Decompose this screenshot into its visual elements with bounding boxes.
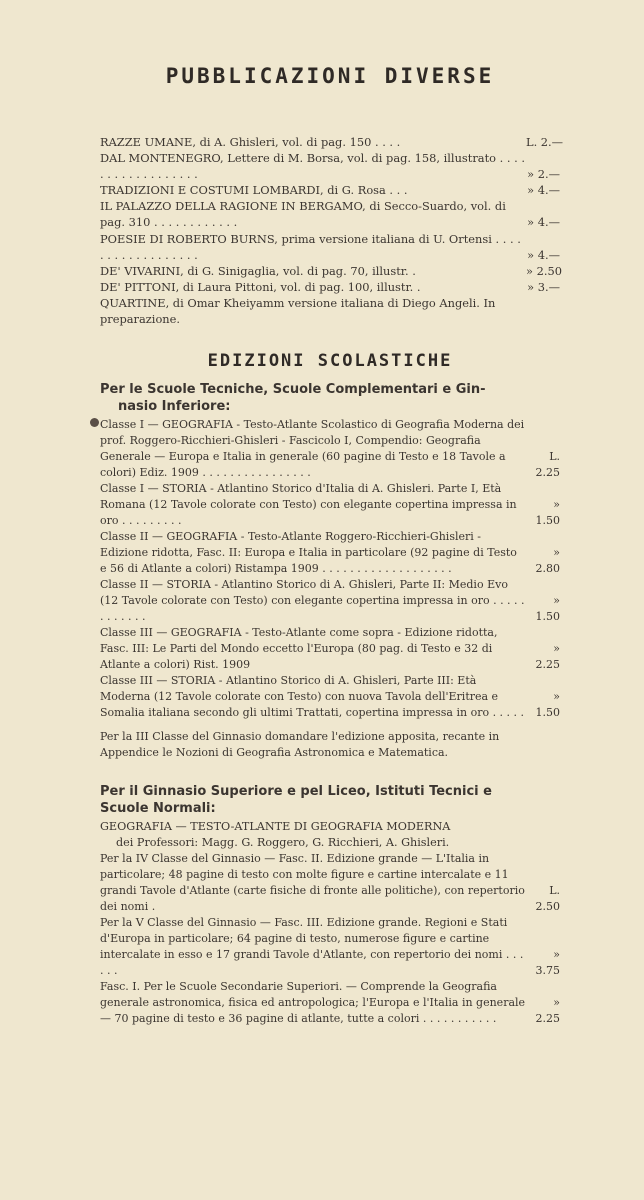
section-heading (100, 783, 560, 817)
entry-price: » 4.— (527, 247, 560, 262)
entry-text: QUARTINE, di Omar Kheiyamm versione italiana di Diego Angeli. In preparazione. (100, 295, 496, 327)
heading-line: nasio Inferiore: (118, 399, 231, 415)
list-item (100, 529, 560, 577)
entry-price: » 1.50 (535, 498, 560, 528)
entry-text: Classe III — GEOGRAFIA - Testo-Atlante come sopra - Edizione ridotta, Fasc. III: Le Parti del Mondo eccetto l'Europa (80 pag. di Testo e 32 di Atlante a colori) Rist. 1909 (100, 626, 498, 672)
list-item (100, 182, 560, 198)
list-item (100, 673, 560, 721)
list-item (100, 263, 560, 279)
list-item (100, 851, 560, 915)
geo-items-list (100, 851, 560, 1027)
list-item (100, 915, 560, 979)
school-classes-list (100, 417, 560, 721)
page-title: PUBBLICAZIONI DIVERSE (165, 64, 495, 88)
entry-text: Classe II — GEOGRAFIA - Testo-Atlante Roggero-Ricchieri-Ghisleri - Edizione ridotta, Fasc. II: Europa e Italia in particolare (92 pagine di Testo e 56 di Atlante a colori) Ristampa 1909 . . . . . . . . . . . . . . . . . . . (100, 530, 517, 576)
entry-text: Per la IV Classe del Ginnasio — Fasc. II. Edizione grande — L'Italia in particolare; 48 pagine di testo con molte figure e cartine intercalate e 11 grandi Tavole d'Atlante (carte fisiche di fronte alle politiche), con repertorio dei nomi . (100, 852, 525, 914)
entry-text: Classe II — STORIA - Atlantino Storico di A. Ghisleri, Parte II: Medio Evo (12 Tavole colorate con Testo) con elegante copertina impressa in oro . . . . . . . . . . . . (100, 578, 525, 624)
entry-text: DE' PITTONI, di Laura Pittoni, vol. di pag. 100, illustr. . (100, 279, 421, 294)
entry-text: DAL MONTENEGRO, Lettere di M. Borsa, vol. di pag. 158, illustrato . . . . . . . . . . . . . . . . . . (100, 151, 525, 182)
list-item (100, 417, 560, 481)
entry-text: POESIE DI ROBERTO BURNS, prima versione italiana di U. Ortensi . . . . . . . . . . . . . . . . . . (100, 231, 521, 262)
entry-price: » 1.50 (535, 690, 560, 720)
note-text: Per la III Classe del Ginnasio domandare l'edizione apposita, recante in Appendice le Nozioni di Geografia Astronomica e Matematica. (100, 730, 500, 760)
entry-text: Classe I — STORIA - Atlantino Storico d'Italia di A. Ghisleri. Parte I, Età Romana (12 Tavole colorate con Testo) con elegante copertina impressa in oro . . . . . . . . . (100, 482, 517, 528)
entry-text: Classe I — GEOGRAFIA - Testo-Atlante Scolastico di Geografia Moderna dei prof. Roggero-Ricchieri-Ghisleri - Fascicolo I, Compendio: Geografia Generale — Europa e Italia in generale (60 pagine di Testo e 18 Tavole a colori) Ediz. 1909 . . . . . . . . . . . . . . . . (100, 418, 525, 480)
entry-text: Fasc. I. Per le Scuole Secondarie Superiori. — Comprende la Geografia generale astronomica, fisica ed antropologica; l'Europa e l'Italia in generale — 70 pagine di testo e 36 pagine di atlante, tutte a colori . . . . . . . . . . . (100, 980, 526, 1026)
list-item (100, 134, 564, 150)
ink-dot-icon (90, 418, 99, 427)
entry-price: L. 2.25 (535, 450, 560, 480)
geo-title: GEOGRAFIA — TESTO-ATLANTE DI GEOGRAFIA MODERNA (100, 820, 451, 834)
entry-price: » 2.25 (535, 996, 560, 1026)
entry-price: » 1.50 (535, 594, 560, 624)
heading-line: Per il Ginnasio Superiore e pel Liceo, Istituti Tecnici e (100, 784, 492, 800)
entry-price: L. 2.— (526, 135, 564, 149)
geo-authors: dei Professori: Magg. G. Roggero, G. Ricchieri, A. Ghisleri. (116, 836, 450, 850)
entry-price: » 2.— (527, 167, 560, 182)
entry-price: L. 2.50 (535, 884, 560, 914)
list-item (100, 150, 560, 182)
entry-price: » 3.— (527, 279, 560, 294)
entry-price: » 2.25 (535, 642, 560, 672)
list-item (100, 481, 560, 529)
entry-text: IL PALAZZO DELLA RAGIONE IN BERGAMO, di Secco-Suardo, vol. di pag. 310 . . . . . . . . . . . . (100, 199, 506, 230)
entry-text: Per la V Classe del Ginnasio — Fasc. III. Edizione grande. Regioni e Stati d'Europa in particolare; 64 pagine di testo, numerose figure e cartine intercalate in esso e 17 grandi Tavole d'Atlante, con repertorio dei nomi . . . . . . (100, 916, 524, 978)
entry-price: » 4.— (527, 183, 560, 198)
list-item (100, 577, 560, 625)
entry-text: TRADIZIONI E COSTUMI LOMBARDI, di G. Rosa . . . (100, 183, 408, 198)
section-heading (100, 381, 560, 415)
entry-text: Classe III — STORIA - Atlantino Storico di A. Ghisleri, Parte III: Età Moderna (12 Tavole colorate con Testo) con nuova Tavola dell'Eritrea e Somalia italiana secondo gli ultimi Trattati, copertina impressa in oro . . . . . (100, 674, 525, 720)
entry-text: DE' VIVARINI, di G. Sinigaglia, vol. di pag. 70, illustr. . (100, 263, 416, 278)
heading-line: Scuole Normali: (100, 801, 216, 817)
list-item (100, 295, 560, 327)
entry-price: » 2.50 (526, 263, 562, 278)
entry-text: RAZZE UMANE, di A. Ghisleri, vol. di pag. 150 . . . . (100, 135, 401, 149)
section-title: EDIZIONI SCOLASTICHE (207, 351, 453, 372)
entry-price: » 2.80 (535, 546, 560, 576)
list-item (100, 279, 560, 295)
heading-line: Per le Scuole Tecniche, Scuole Complementari e Gin- (100, 382, 486, 398)
publications-list (100, 134, 564, 327)
list-item (100, 231, 560, 263)
entry-price: » 3.75 (535, 948, 560, 978)
list-item (100, 198, 560, 230)
entry-price: » 4.— (527, 215, 560, 230)
list-item (100, 625, 560, 673)
list-item (100, 979, 560, 1027)
